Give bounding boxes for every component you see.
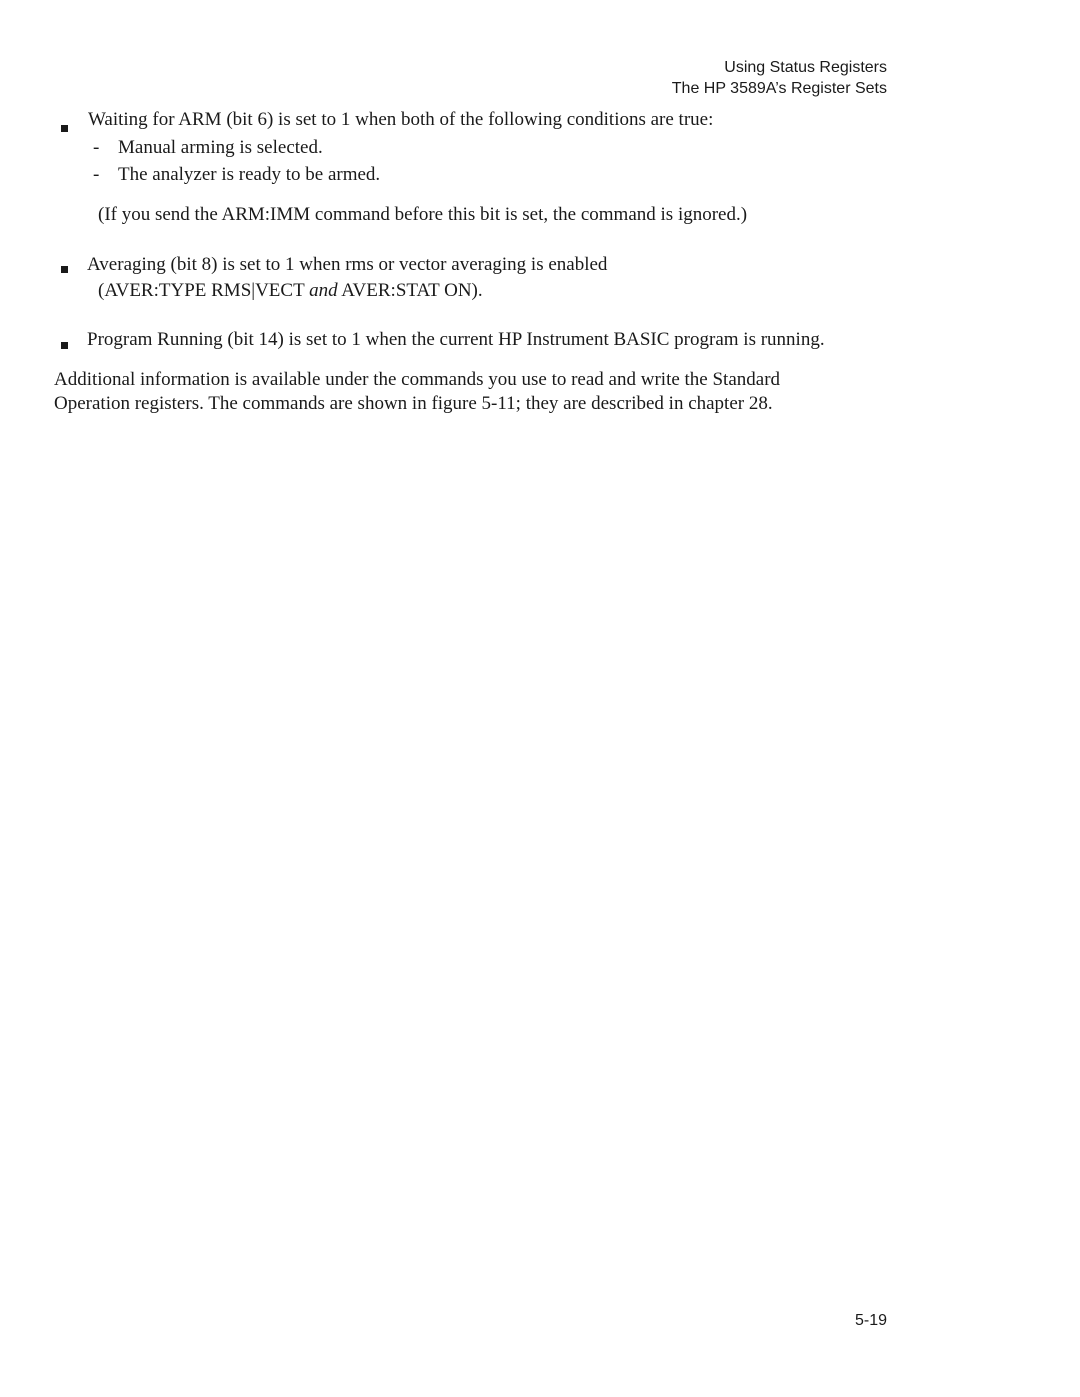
dash-icon: -	[93, 164, 100, 185]
bullet-icon	[61, 266, 68, 273]
header-chapter-title: The HP 3589A’s Register Sets	[671, 80, 887, 97]
bullet-text-waiting-for-arm: Waiting for ARM (bit 6) is set to 1 when both of the following conditions are true:	[88, 109, 714, 130]
dash-icon: -	[93, 137, 100, 158]
running-header	[672, 57, 887, 99]
subitem-analyzer-ready: The analyzer is ready to be armed.	[118, 164, 381, 185]
subitem-manual-arming: Manual arming is selected.	[118, 137, 323, 158]
bullet-text-averaging: Averaging (bit 8) is set to 1 when rms or vector averaging is enabled	[87, 254, 608, 275]
paragraph-line-1: Additional information is available under the commands you use to read and write the Standard	[54, 369, 781, 390]
paragraph-line-2: Operation registers. The commands are shown in figure 5-11; they are described in chapter 28.	[54, 393, 773, 414]
bullet-text-program-running: Program Running (bit 14) is set to 1 when the current HP Instrument BASIC program is running.	[87, 329, 825, 350]
continuation-post: AVER:STAT ON).	[337, 280, 483, 301]
continuation-pre: (AVER:TYPE RMS|VECT	[98, 280, 310, 301]
bullet-icon	[61, 342, 68, 349]
header-section-title: Using Status Registers	[724, 59, 887, 76]
bullet-icon	[61, 125, 68, 132]
bullet-continuation-aver-commands	[98, 280, 483, 302]
note-arm-imm: (If you send the ARM:IMM command before this bit is set, the command is ignored.)	[98, 204, 748, 225]
page-number: 5-19	[854, 1312, 887, 1329]
continuation-italic: and	[309, 280, 338, 301]
